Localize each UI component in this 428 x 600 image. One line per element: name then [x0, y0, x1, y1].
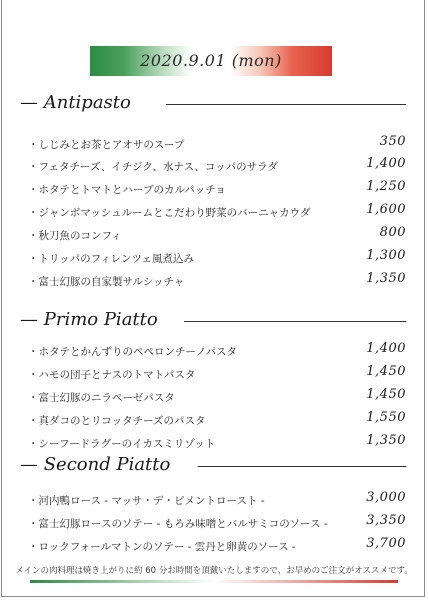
menu-item-price: 3,700: [366, 536, 406, 551]
menu-item-price: 1,300: [366, 248, 406, 263]
menu-item-name: ・フェタチーズ、イチジク、水ナス、コッパのサラダ: [28, 161, 279, 173]
menu-item-name: ・ホタテとかんずりのペペロンチーノパスタ: [28, 346, 237, 358]
menu-item-name: ・富士幻豚のニラペーゼパスタ: [28, 392, 175, 404]
menu-item-price: 1,250: [366, 179, 406, 194]
menu-item: [28, 248, 406, 268]
section-rule-antipasto: [166, 104, 406, 105]
menu-item-name: ・トリッパのフィレンツェ風煮込み: [28, 253, 195, 265]
menu-item-price: 1,550: [366, 410, 406, 425]
menu-item-name: ・秋刀魚のコンフィ: [28, 230, 122, 242]
footer-rule: [30, 580, 398, 583]
footer-note: メインの肉料理は焼き上がりに約 60 分お時間を頂戴いたしますので、お早めのご注文がオススメです。: [15, 566, 413, 576]
menu-item: [28, 134, 406, 154]
menu-item-price: 3,000: [366, 490, 406, 505]
menu-item: [28, 341, 406, 361]
section-title-antipasto: — Antipasto: [20, 92, 131, 113]
menu-item: [28, 364, 406, 384]
menu-item-name: ・河内鴨ロース - マッサ・デ・ピメントロースト -: [28, 495, 265, 507]
menu-item-name: ・ジャンボマッシュルームとこだわり野菜のバーニャカウダ: [28, 207, 311, 219]
menu-item: [28, 202, 406, 222]
menu-item: [28, 387, 406, 407]
menu-item: [28, 536, 406, 556]
section-title-second-piatto: — Second Piatto: [20, 454, 171, 475]
menu-item-price: 3,350: [366, 513, 406, 528]
menu-item-price: 1,450: [366, 387, 406, 402]
menu-item-price: 1,350: [366, 271, 406, 286]
menu-item-name: ・ハモの団子とナスのトマトパスタ: [28, 369, 196, 381]
menu-item: [28, 410, 406, 430]
menu-item-price: 800: [379, 225, 406, 240]
section-rule-second-piatto: [198, 466, 406, 467]
menu-item-name: ・富士幻豚の自家製サルシッチャ: [28, 276, 185, 288]
menu-item-price: 350: [379, 134, 406, 149]
menu-item-price: 1,450: [366, 364, 406, 379]
section-rule-primo-piatto: [184, 321, 406, 322]
menu-item-name: ・ホタテとトマトとハーブのカルパッチョ: [28, 184, 226, 196]
menu-date: 2020.9.01 (mon): [140, 51, 282, 70]
menu-item-price: 1,600: [366, 202, 406, 217]
menu-item: [28, 179, 406, 199]
menu-item: [28, 156, 406, 176]
menu-item-name: ・ロックフォールマトンのソテー - 雲丹と卵黄のソース -: [28, 541, 296, 553]
menu-item: [28, 271, 406, 291]
menu-item-name: ・富士幻豚ロースのソテー - もろみ味噌とバルサミコのソース -: [28, 518, 328, 530]
menu-item: [28, 225, 406, 245]
menu-item-price: 1,400: [366, 156, 406, 171]
section-title-primo-piatto: — Primo Piatto: [20, 309, 158, 330]
menu-item-price: 1,350: [366, 433, 406, 448]
menu-item-name: ・しじみとお茶とアオサのスープ: [28, 139, 185, 151]
menu-item: [28, 433, 406, 453]
menu-item-price: 1,400: [366, 341, 406, 356]
menu-item: [28, 490, 406, 510]
menu-item-name: ・シーフードラグーのイカスミリゾット: [28, 438, 216, 450]
menu-item: [28, 513, 406, 533]
menu-item-name: ・真ダコのとリコッタチーズのパスタ: [28, 415, 206, 427]
